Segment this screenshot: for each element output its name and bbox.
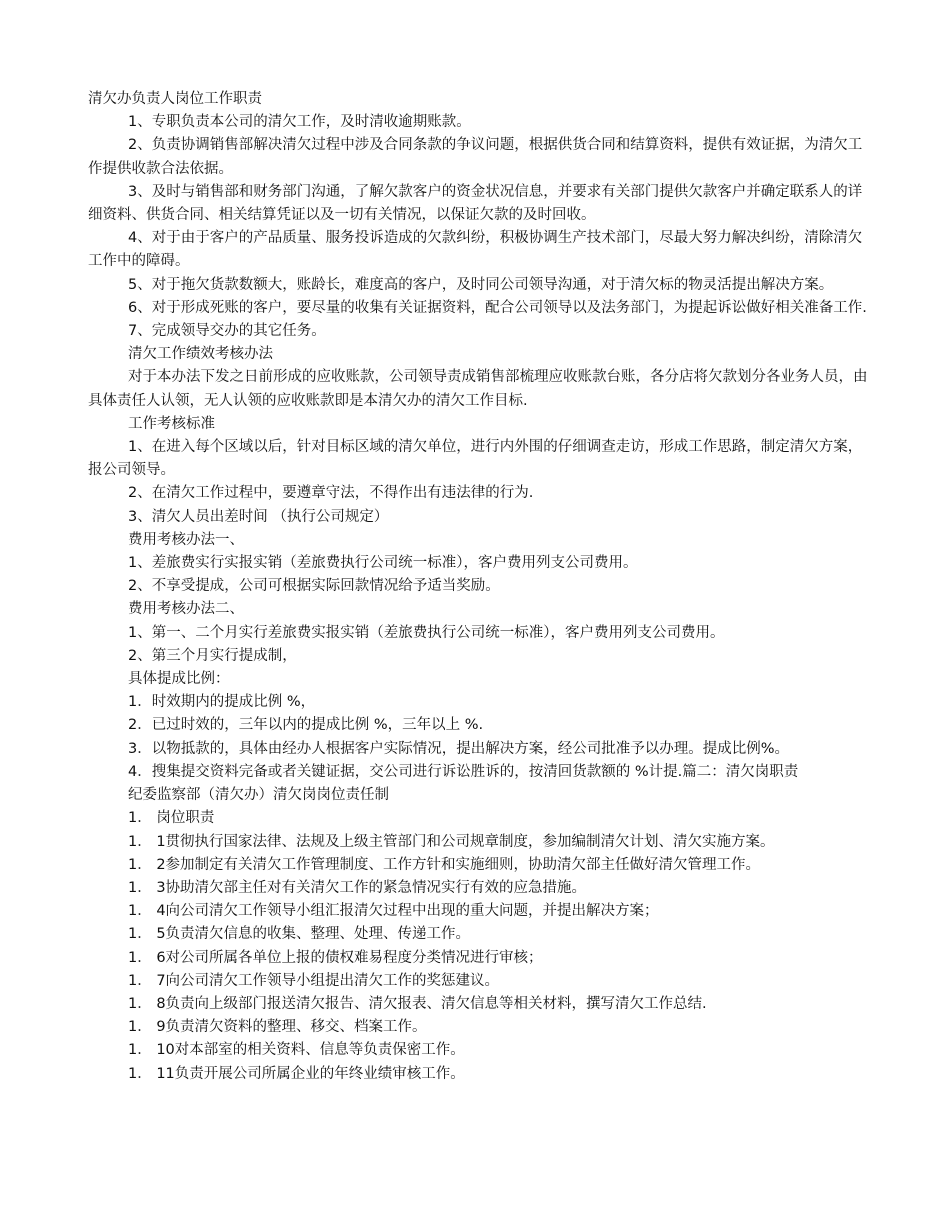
ratio-item: 1．时效期内的提成比例 %， <box>128 694 316 711</box>
standard-item: 2、在清欠工作过程中，要遵章守法，不得作出有违法律的行为. <box>128 485 534 502</box>
ratio-title: 具体提成比例： <box>128 671 230 688</box>
responsibility-item: 1． 9负责清欠资料的整理、移交、档案工作。 <box>128 1019 427 1036</box>
duty-item: 1、专职负责本公司的清欠工作，及时清收逾期账款。 <box>128 114 471 131</box>
standard-item: 1、在进入每个区域以后，针对目标区域的清欠单位，进行内外围的仔细调查走访，形成工作思路，制定清欠方案，报公司领导。 <box>88 439 863 479</box>
assessment-intro: 对于本办法下发之日前形成的应收账款，公司领导责成销售部梳理应收账款台账，各分店将欠款划分各业务人员，由具体责任人认领，无人认领的应收账款即是本清欠办的清欠工作目标. <box>88 369 868 409</box>
standard-title: 工作考核标准 <box>128 415 215 432</box>
responsibility-item: 1． 2参加制定有关清欠工作管理制度、工作方针和实施细则，协助清欠部主任做好清欠管理工作。 <box>128 856 761 873</box>
ratio-item: 4．搜集提交资料完备或者关键证据，交公司进行诉讼胜诉的，按清回货款额的 %计提.篇二：清欠岗职责 <box>128 763 799 780</box>
section2-title: 纪委监察部（清欠办）清欠岗岗位责任制 <box>128 787 389 804</box>
responsibility-item: 1． 11负责开展公司所属企业的年终业绩审核工作。 <box>128 1065 465 1082</box>
expense-method-2-item: 2、第三个月实行提成制， <box>128 647 297 664</box>
expense-method-2-item: 1、第一、二个月实行差旅费实报实销（差旅费执行公司统一标准），客户费用列支公司费用。 <box>128 624 725 641</box>
duty-item: 2、负责协调销售部解决清欠过程中涉及合同条款的争议问题，根据供货合同和结算资料，提供有效证据，为清欠工作提供收款合法依据。 <box>88 137 863 177</box>
document-body <box>88 88 868 1086</box>
duty-item: 6、对于形成死账的客户，要尽量的收集有关证据资料，配合公司领导以及法务部门，为提起诉讼做好相关准备工作. <box>128 299 867 316</box>
ratio-item: 2．已过时效的，三年以内的提成比例 %，三年以上 %. <box>128 717 484 734</box>
duty-item: 5、对于拖欠货款数额大，账龄长，难度高的客户，及时同公司领导沟通，对于清欠标的物灵活提出解决方案。 <box>128 276 834 293</box>
expense-method-1-item: 2、不享受提成，公司可根据实际回款情况给予适当奖励。 <box>128 578 500 595</box>
responsibility-item: 1． 6对公司所属各单位上报的债权难易程度分类情况进行审核； <box>128 949 543 966</box>
document-title: 清欠办负责人岗位工作职责 <box>88 91 262 107</box>
responsibility-item: 1． 10对本部室的相关资料、信息等负责保密工作。 <box>128 1042 465 1059</box>
responsibility-item: 1． 4向公司清欠工作领导小组汇报清欠过程中出现的重大问题，并提出解决方案； <box>128 903 659 920</box>
responsibility-item: 1． 7向公司清欠工作领导小组提出清欠工作的奖惩建议。 <box>128 972 500 989</box>
expense-method-2-title: 费用考核办法二、 <box>128 601 244 618</box>
responsibility-item: 1． 5负责清欠信息的收集、整理、处理、传递工作。 <box>128 926 471 943</box>
duty-item: 4、对于由于客户的产品质量、服务投诉造成的欠款纠纷，积极协调生产技术部门，尽最大努力解决纠纷，清除清欠工作中的障碍。 <box>88 230 863 270</box>
responsibility-item: 1． 3协助清欠部主任对有关清欠工作的紧急情况实行有效的应急措施。 <box>128 879 587 896</box>
duty-item: 3、及时与销售部和财务部门沟通，了解欠款客户的资金状况信息，并要求有关部门提供欠款客户并确定联系人的详细资料、供货合同、相关结算凭证以及一切有关情况，以保证欠款的及时回收。 <box>88 183 863 224</box>
responsibility-item: 1． 1贯彻执行国家法律、法规及上级主管部门和公司规章制度，参加编制清欠计划、清欠实施方案。 <box>128 833 775 850</box>
standard-item: 3、清欠人员出差时间 （执行公司规定） <box>128 508 389 525</box>
duty-item: 7、完成领导交办的其它任务。 <box>128 323 326 340</box>
responsibility-item: 1． 8负责向上级部门报送清欠报告、清欠报表、清欠信息等相关材料，撰写清欠工作总结. <box>128 995 707 1012</box>
expense-method-1-title: 费用考核办法一、 <box>128 531 244 548</box>
ratio-item: 3．以物抵款的，具体由经办人根据客户实际情况，提出解决方案，经公司批准予以办理。提成比例%。 <box>128 740 789 757</box>
assessment-title: 清欠工作绩效考核办法 <box>128 346 273 363</box>
expense-method-1-item: 1、差旅费实行实报实销（差旅费执行公司统一标准），客户费用列支公司费用。 <box>128 555 638 572</box>
section2-subtitle: 1． 岗位职责 <box>128 810 215 827</box>
